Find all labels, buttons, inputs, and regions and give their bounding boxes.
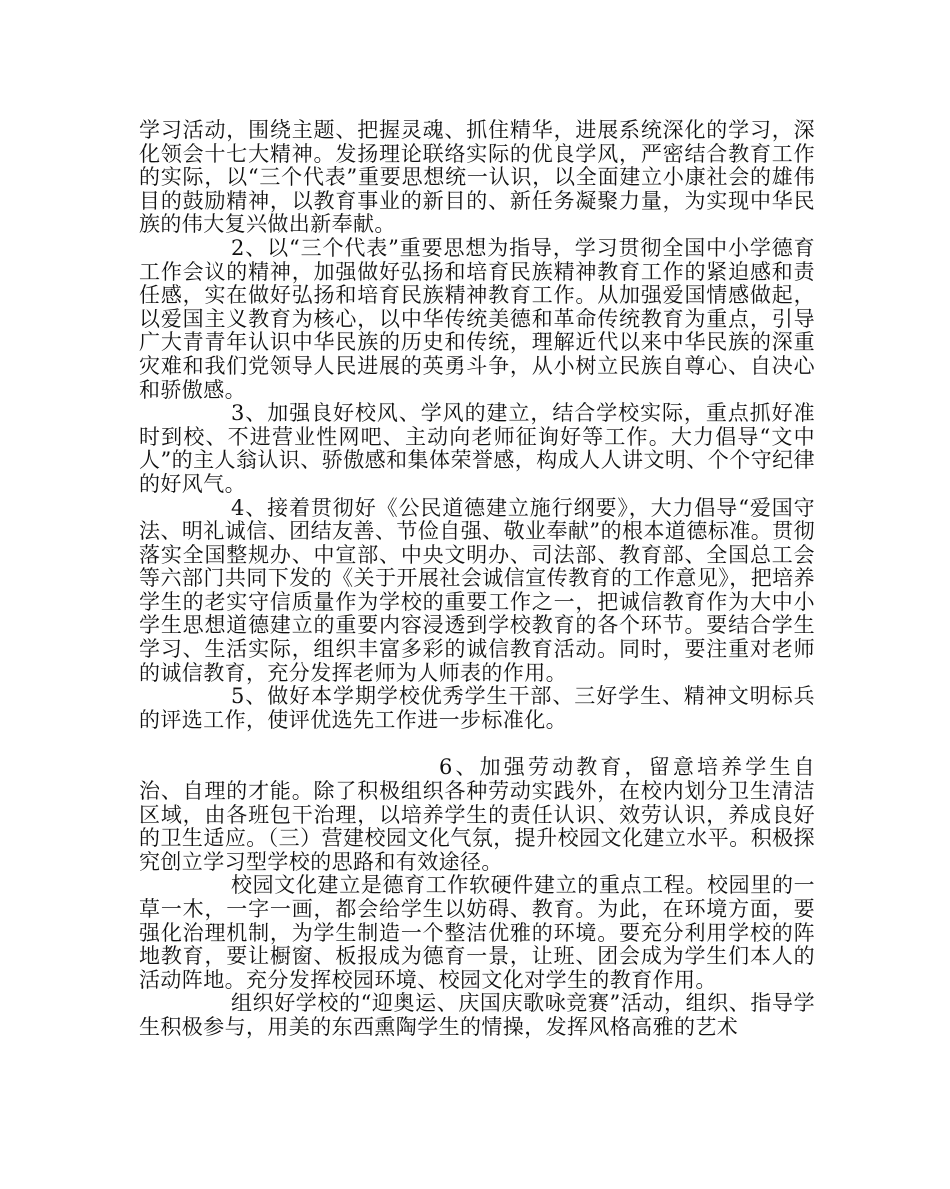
paragraph-6: 6、加强劳动教育，留意培养学生自治、自理的才能。除了积极组织各种劳动实践外，在校内划分卫生清洁区域，由各班包干治理，以培养学生的责任认识、效劳认识，养成良好的卫生适应。（三）营建校园文化气氛，提升校园文化建立水平。积极探究创立学习型学校的思路和有效途径。: [139, 755, 815, 874]
paragraph-3: 3、加强良好校风、学风的建立，结合学校实际，重点抓好准时到校、不进营业性网吧、主动向老师征询好等工作。大力倡导“文中人”的主人翁认识、骄傲感和集体荣誉感，构成人人讲文明、个个守纪律的好风气。: [139, 401, 815, 496]
paragraph-5: 5、做好本学期学校优秀学生干部、三好学生、精神文明标兵的评选工作，使评优选先工作进一步标准化。: [139, 684, 815, 732]
paragraph-7: 校园文化建立是德育工作软硬件建立的重点工程。校园里的一草一木，一字一画，都会给学生以妨碍、教育。为此，在环境方面，要强化治理机制，为学生制造一个整洁优雅的环境。要充分利用学校的阵地教育，要让橱窗、板报成为德育一景，让班、团会成为学生们本人的活动阵地。充分发挥校园环境、校园文化对学生的教育作用。: [139, 873, 815, 992]
paragraph-8: 组织好学校的“迎奥运、庆国庆歌咏竞赛”活动，组织、指导学生积极参与，用美的东西熏陶学生的情操，发挥风格高雅的艺术: [139, 991, 815, 1039]
paragraph-4: 4、接着贯彻好《公民道德建立施行纲要》，大力倡导“爱国守法、明礼诚信、团结友善、节俭自强、敬业奉献”的根本道德标准。贯彻落实全国整规办、中宣部、中央文明办、司法部、教育部、全国总工会等六部门共同下发的《关于开展社会诚信宣传教育的工作意见》，把培养学生的老实守信质量作为学校的重要工作之一，把诚信教育作为大中小学生思想道德建立的重要内容浸透到学校教育的各个环节。要结合学生学习、生活实际，组织丰富多彩的诚信教育活动。同时，要注重对老师的诚信教育，充分发挥老师为人师表的作用。: [139, 495, 815, 685]
paragraph-2: 2、以“三个代表”重要思想为指导，学习贯彻全国中小学德育工作会议的精神，加强做好弘扬和培育民族精神教育工作的紧迫感和责任感，实在做好弘扬和培育民族精神教育工作。从加强爱国情感做起，以爱国主义教育为核心，以中华传统美德和革命传统教育为重点，引导广大青青年认识中华民族的历史和传统，理解近代以来中华民族的深重灾难和我们党领导人民进展的英勇斗争，从小树立民族自尊心、自决心和骄傲感。: [139, 235, 815, 402]
document-body: [139, 119, 815, 1040]
paragraph-1: 学习活动，围绕主题、把握灵魂、抓住精华，进展系统深化的学习，深化领会十七大精神。发扬理论联络实际的优良学风，严密结合教育工作的实际，以“三个代表”重要思想统一认识，以全面建立小康社会的雄伟目的鼓励精神，以教育事业的新目的、新任务凝聚力量，为实现中华民族的伟大复兴做出新奉献。: [139, 118, 815, 237]
